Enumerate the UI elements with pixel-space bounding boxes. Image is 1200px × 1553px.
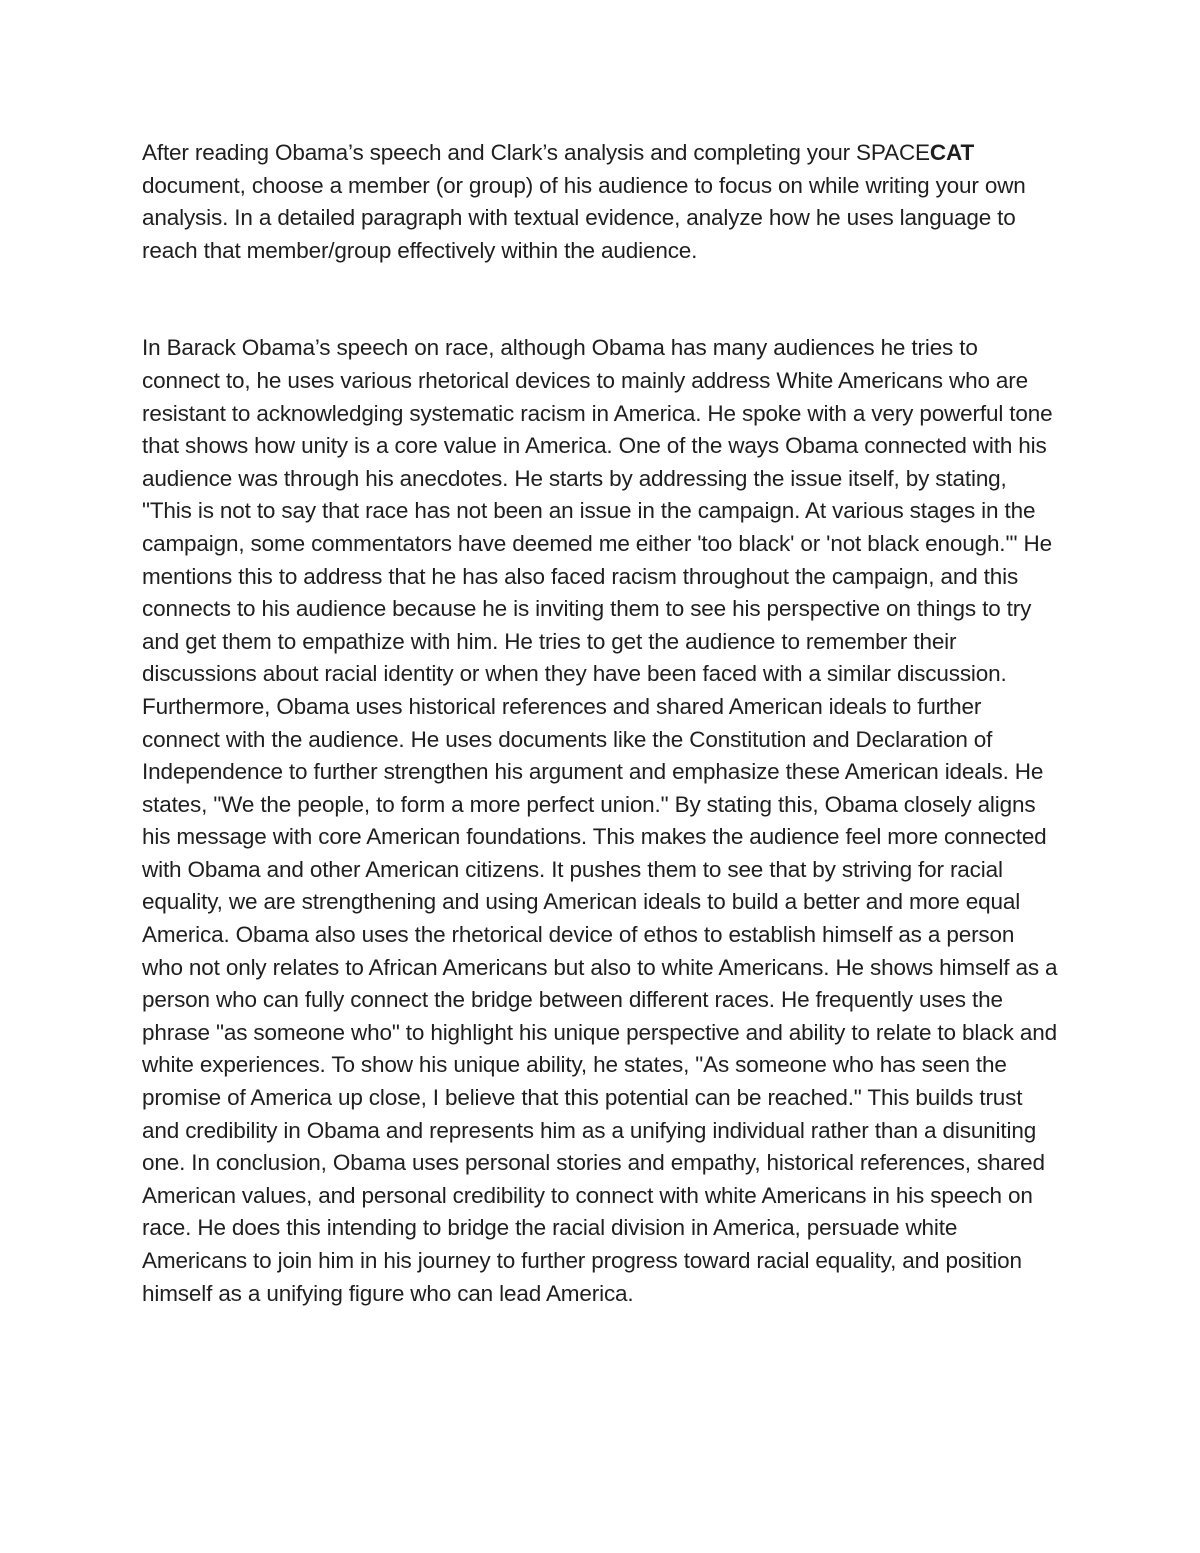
prompt-bold-text: CAT	[929, 140, 975, 165]
essay-paragraph: In Barack Obama’s speech on race, although Obama has many audiences he tries to connect to, he uses various rhetorical devices to mainly address White Americans who are resistant to acknowledging systematic racism in America. He spoke with a very powerful tone that shows how unity is a core value in America. One of the ways Obama connected with his audience was through his anecdotes. He starts by addressing the issue itself, by stating, "This is not to say that race has not been an issue in the campaign. At various stages in the campaign, some commentators have deemed me either 'too black' or 'not black enough.'" He mentions this to address that he has also faced racism throughout the campaign, and this connects to his audience because he is inviting them to see his perspective on things to try and get them to empathize with him. He tries to get the audience to remember their discussions about racial identity or when they have been faced with a similar discussion. Furthermore, Obama uses historical references and shared American ideals to further connect with the audience. He uses documents like the Constitution and Declaration of Independence to further strengthen his argument and emphasize these American ideals. He states, "We the people, to form a more perfect union." By stating this, Obama closely aligns his message with core American foundations. This makes the audience feel more connected with Obama and other American citizens. It pushes them to see that by striving for racial equality, we are strengthening and using American ideals to build a better and more equal America. Obama also uses the rhetorical device of ethos to establish himself as a person who not only relates to African Americans but also to white Americans. He shows himself as a person who can fully connect the bridge between different races. He frequently uses the phrase "as someone who" to highlight his unique perspective and ability to relate to black and white experiences. To show his unique ability, he states, "As someone who has seen the promise of America up close, I believe that this potential can be reached." This builds trust and credibility in Obama and represents him as a unifying individual rather than a disuniting one. In conclusion, Obama uses personal stories and empathy, historical references, shared American values, and personal credibility to connect with white Americans in his speech on race. He does this intending to bridge the racial division in America, persuade white Americans to join him in his journey to further progress toward racial equality, and position himself as a unifying figure who can lead America.	[142, 335, 1058, 1306]
document-body	[142, 137, 1060, 1310]
assignment-prompt	[142, 137, 1060, 267]
prompt-text-end: document, choose a member (or group) of his audience to focus on while writing your own analysis. In a detailed paragraph with textual evidence, analyze how he uses language to reach that member/group effectively within the audience.	[142, 172, 1026, 263]
prompt-text-start: After reading Obama’s speech and Clark’s analysis and completing your SPACE	[142, 140, 930, 165]
